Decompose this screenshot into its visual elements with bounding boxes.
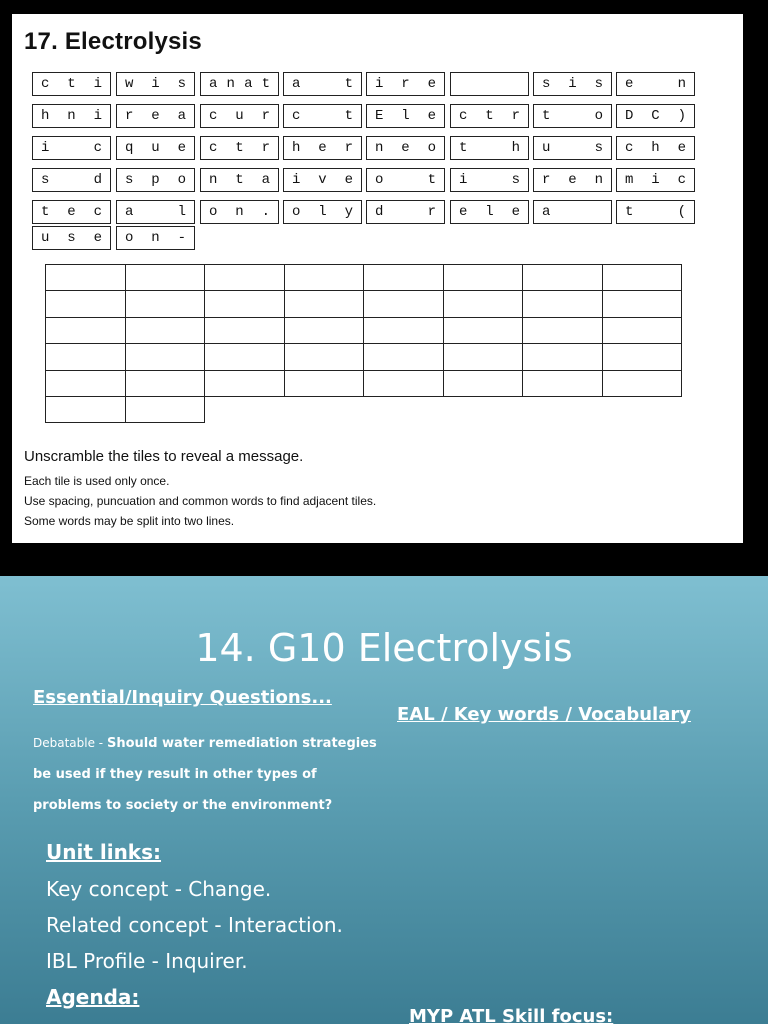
answer-cell[interactable] (45, 317, 126, 344)
letter-tile[interactable]: c t (283, 104, 362, 128)
slide (0, 576, 768, 1024)
answer-cell[interactable] (204, 264, 285, 291)
letter-tile[interactable]: m i c (616, 168, 695, 192)
answer-cell[interactable] (284, 343, 365, 370)
letter-tile[interactable]: n e o (366, 136, 445, 160)
answer-cell[interactable] (204, 290, 285, 317)
answer-cell[interactable] (45, 290, 126, 317)
letter-tile[interactable]: E l e (366, 104, 445, 128)
letter-tile[interactable]: s d (32, 168, 111, 192)
answer-cell[interactable] (125, 396, 206, 423)
letter-tile[interactable]: i r e (366, 72, 445, 96)
letter-tile[interactable]: u s e (32, 226, 111, 250)
answer-cell[interactable] (363, 317, 444, 344)
letter-tile[interactable]: e n (616, 72, 695, 96)
answer-cell[interactable] (602, 343, 683, 370)
letter-tile[interactable]: o n . (200, 200, 279, 224)
letter-tile[interactable]: i s (450, 168, 529, 192)
worksheet-panel (12, 14, 743, 543)
answer-cell[interactable] (522, 343, 603, 370)
answer-cell[interactable] (443, 290, 524, 317)
answer-cell[interactable] (284, 370, 365, 397)
answer-cell[interactable] (443, 317, 524, 344)
slide-title: 14. G10 Electrolysis (195, 626, 573, 670)
answer-cell[interactable] (284, 290, 365, 317)
debatable-question (33, 728, 378, 821)
answer-cell[interactable] (125, 317, 206, 344)
answer-cell[interactable] (45, 396, 126, 423)
letter-tile[interactable]: c t i (32, 72, 111, 96)
letter-tile[interactable]: o n - (116, 226, 195, 250)
letter-tile[interactable]: u s (533, 136, 612, 160)
myp-atl-heading: MYP ATL Skill focus: (409, 1006, 614, 1024)
unit-link-item: IBL Profile - Inquirer. (46, 949, 248, 973)
answer-cell[interactable] (602, 317, 683, 344)
worksheet-title: 17. Electrolysis (24, 28, 202, 55)
answer-cell[interactable] (522, 264, 603, 291)
answer-cell[interactable] (363, 290, 444, 317)
answer-cell[interactable] (522, 317, 603, 344)
debatable-text: Should water remediation strategies be used if they result in other types of problems to society or the environment? (33, 736, 377, 813)
answer-cell[interactable] (363, 343, 444, 370)
letter-tile[interactable]: q u e (116, 136, 195, 160)
letter-tile[interactable]: s i s (533, 72, 612, 96)
answer-grid (45, 264, 681, 424)
debatable-label: Debatable - (33, 736, 107, 750)
letter-tile[interactable]: e l e (450, 200, 529, 224)
answer-cell[interactable] (125, 264, 206, 291)
instruction-line: Some words may be split into two lines. (24, 514, 235, 528)
answer-cell[interactable] (602, 290, 683, 317)
answer-cell[interactable] (443, 370, 524, 397)
instruction-line: Each tile is used only once. (24, 474, 170, 488)
letter-tile[interactable]: o t (366, 168, 445, 192)
answer-cell[interactable] (443, 343, 524, 370)
letter-tile[interactable]: t h (450, 136, 529, 160)
letter-tile[interactable]: r e a (116, 104, 195, 128)
letter-tile[interactable]: n t a (200, 168, 279, 192)
answer-cell[interactable] (522, 370, 603, 397)
answer-cell[interactable] (125, 370, 206, 397)
answer-cell[interactable] (204, 317, 285, 344)
letter-tile[interactable]: c t r (450, 104, 529, 128)
answer-cell[interactable] (363, 370, 444, 397)
answer-cell[interactable] (284, 264, 365, 291)
letter-tile[interactable]: o l y (283, 200, 362, 224)
agenda-heading: Agenda: (46, 985, 140, 1009)
answer-cell[interactable] (45, 370, 126, 397)
letter-tile[interactable]: h n i (32, 104, 111, 128)
letter-tile[interactable] (450, 72, 529, 96)
letter-tile[interactable]: t e c (32, 200, 111, 224)
unit-link-item: Key concept - Change. (46, 877, 272, 901)
answer-cell[interactable] (284, 317, 365, 344)
answer-cell[interactable] (602, 370, 683, 397)
letter-tile[interactable]: h e r (283, 136, 362, 160)
letter-tile[interactable]: d r (366, 200, 445, 224)
letter-tile[interactable]: D C ) (616, 104, 695, 128)
answer-cell[interactable] (45, 264, 126, 291)
letter-tile[interactable]: a n a t (200, 72, 279, 96)
answer-cell[interactable] (125, 343, 206, 370)
letter-tile[interactable]: c u r (200, 104, 279, 128)
letter-tile[interactable]: i c (32, 136, 111, 160)
answer-cell[interactable] (45, 343, 126, 370)
answer-cell[interactable] (204, 370, 285, 397)
answer-cell[interactable] (363, 264, 444, 291)
letter-tile[interactable]: c t r (200, 136, 279, 160)
eal-keywords-heading: EAL / Key words / Vocabulary (397, 704, 691, 725)
letter-tile[interactable]: t o (533, 104, 612, 128)
letter-tile[interactable]: s p o (116, 168, 195, 192)
letter-tile[interactable]: a l (116, 200, 195, 224)
essential-questions-heading: Essential/Inquiry Questions... (33, 687, 332, 708)
answer-cell[interactable] (522, 290, 603, 317)
letter-tile[interactable]: t ( (616, 200, 695, 224)
letter-tile[interactable]: c h e (616, 136, 695, 160)
unit-links-heading: Unit links: (46, 840, 162, 864)
letter-tile[interactable]: a (533, 200, 612, 224)
answer-cell[interactable] (443, 264, 524, 291)
answer-cell[interactable] (125, 290, 206, 317)
answer-cell[interactable] (602, 264, 683, 291)
instruction-heading: Unscramble the tiles to reveal a message. (24, 448, 304, 465)
letter-tile[interactable]: r e n (533, 168, 612, 192)
unit-link-item: Related concept - Interaction. (46, 913, 343, 937)
letter-tile[interactable]: a t (283, 72, 362, 96)
answer-cell[interactable] (204, 343, 285, 370)
letter-tile[interactable]: i v e (283, 168, 362, 192)
instruction-line: Use spacing, puncuation and common words to find adjacent tiles. (24, 494, 377, 508)
letter-tile[interactable]: w i s (116, 72, 195, 96)
